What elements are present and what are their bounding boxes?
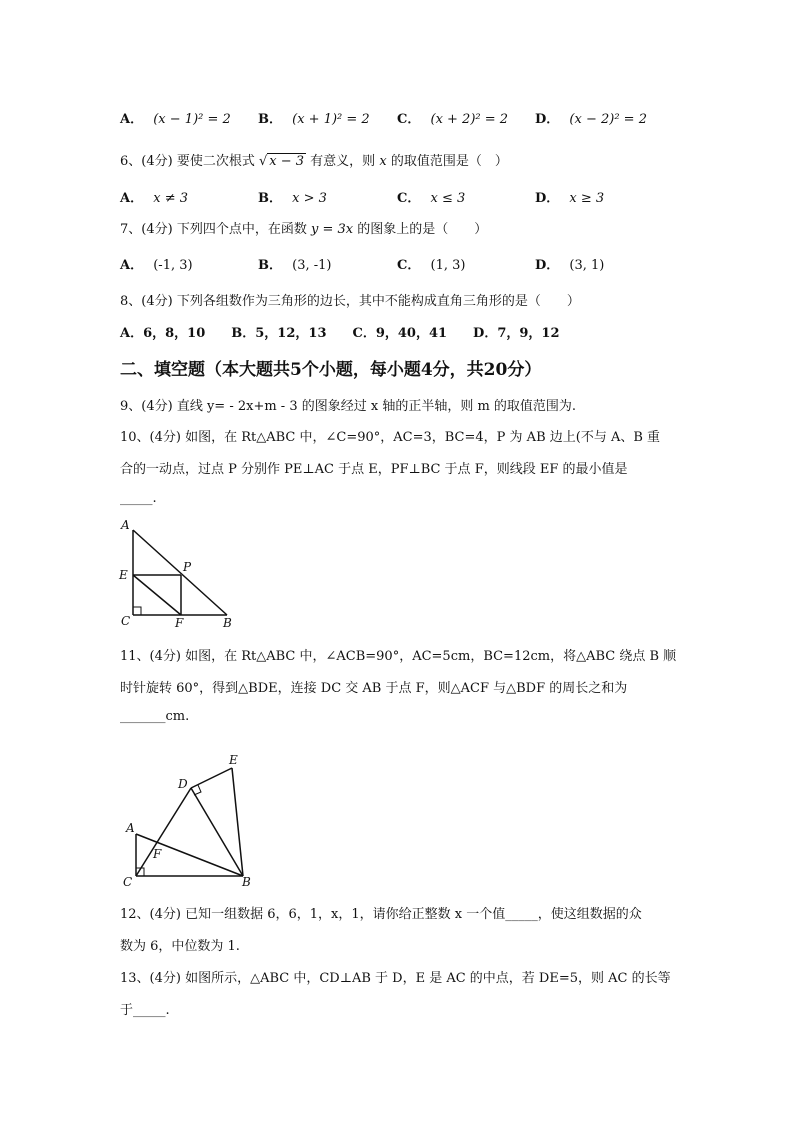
option-label: C． [397, 191, 421, 206]
label-f: F [175, 616, 184, 630]
q6-radicand: x − 3 [269, 154, 305, 169]
q10-line2: 合的一动点，过点 P 分别作 PE⊥AC 于点 E，PF⊥BC 于点 F，则线段 EF 的最小值是 [120, 462, 628, 477]
option-expr: (x − 1)² = 2 [153, 112, 231, 127]
q6-prefix: 6、(4分) 要使二次根式 [120, 154, 255, 169]
q10-figure [115, 515, 245, 630]
q7-option-a [120, 254, 193, 273]
q13-line1: 13、(4分) 如图所示，△ABC 中，CD⊥AB 于 D，E 是 AC 的中点，若 DE=5，则 AC 的长等 [120, 971, 671, 986]
option-expr: (1, 3) [430, 258, 466, 273]
q9-stem: 9、(4分) 直线 y= - 2x+m - 3 的图象经过 x 轴的正半轴，则 m 的取值范围为. [120, 399, 577, 414]
section-title: 二、填空题（本大题共5个小题，每小题4分，共20分） [120, 360, 542, 380]
option-expr: (3, -1) [292, 258, 332, 273]
option-label: A． [120, 112, 144, 127]
label-a: A [121, 518, 130, 532]
q5-option-b [258, 108, 370, 127]
q8-options: A．6，8，10 B．5，12，13 C．9，40，41 D．7，9，12 [120, 326, 560, 341]
q13-line2: 于_____. [120, 1003, 170, 1018]
q6-var: x [379, 154, 387, 169]
option-label: C． [397, 112, 421, 127]
option-label: C． [397, 258, 421, 273]
q7-option-b [258, 254, 331, 273]
option-expr: (3, 1) [569, 258, 605, 273]
option-label: B． [258, 191, 282, 206]
option-label: D． [535, 112, 560, 127]
label-c: C [121, 614, 131, 628]
q6-option-a [120, 187, 188, 206]
q7-option-d [535, 254, 604, 273]
q6-option-c [397, 187, 465, 206]
option-expr: x ≤ 3 [430, 191, 466, 206]
segment-de [191, 768, 232, 788]
q5-option-a [120, 108, 231, 127]
q6-suffix2: 的取值范围是（ ） [390, 154, 508, 169]
q8-stem: 8、(4分) 下列各组数作为三角形的边长，其中不能构成直角三角形的是（ ） [120, 294, 580, 309]
q11-figure [115, 750, 265, 890]
option-expr: (x + 2)² = 2 [430, 112, 509, 127]
q7-option-c [397, 254, 465, 273]
label-d: D [178, 777, 188, 791]
label-c: C [123, 875, 133, 889]
q11-line3: _______cm. [120, 709, 190, 724]
option-label: D． [535, 258, 560, 273]
q6-option-b [258, 187, 327, 206]
q12-line2: 数为 6，中位数为 1. [120, 939, 240, 954]
q5-option-d [535, 108, 647, 127]
q11-line1: 11、(4分) 如图，在 Rt△ABC 中，∠ACB=90°，AC=5cm，BC=12cm，将△ABC 绕点 B 顺 [120, 649, 677, 664]
label-e: E [119, 568, 128, 582]
label-b: B [223, 616, 232, 630]
q5-option-c [397, 108, 508, 127]
option-label: D． [535, 191, 560, 206]
option-label: B． [258, 258, 282, 273]
label-p: P [183, 560, 192, 574]
q12-line1: 12、(4分) 已知一组数据 6，6，1，x，1，请你给正整数 x 一个值_____，使这组数据的众 [120, 907, 642, 922]
option-label: A． [120, 191, 144, 206]
label-e: E [229, 753, 238, 767]
q7-prefix: 7、(4分) 下列四个点中，在函数 [120, 222, 307, 237]
label-b: B [242, 875, 251, 889]
option-expr: x ≠ 3 [153, 191, 188, 206]
option-expr: (-1, 3) [153, 258, 193, 273]
q7-suffix: 的图象上的是（ ） [357, 222, 488, 237]
q10-line1: 10、(4分) 如图，在 Rt△ABC 中，∠C=90°，AC=3，BC=4，P 为 AB 边上(不与 A、B 重 [120, 430, 661, 445]
q10-line3: _____. [120, 491, 157, 506]
option-label: A． [120, 258, 144, 273]
q6-stem [120, 150, 508, 169]
segment-cd [136, 788, 191, 876]
segment-ef [133, 575, 181, 615]
q7-stem [120, 218, 487, 237]
label-f: F [153, 847, 162, 861]
q6-option-d [535, 187, 604, 206]
option-expr: x ≥ 3 [569, 191, 605, 206]
q6-suffix: 有意义，则 [310, 154, 376, 169]
label-a: A [126, 821, 135, 835]
option-label: B． [258, 112, 282, 127]
right-angle-mark [133, 607, 141, 615]
q7-func: y = 3x [310, 222, 354, 237]
segment-ab [133, 530, 227, 615]
option-expr: (x − 2)² = 2 [569, 112, 647, 127]
q11-line2: 时针旋转 60°，得到△BDE，连接 DC 交 AB 于点 F，则△ACF 与△BDF 的周长之和为 [120, 681, 628, 696]
option-expr: (x + 1)² = 2 [292, 112, 370, 127]
option-expr: x > 3 [292, 191, 327, 206]
sqrt-symbol: √ [258, 154, 268, 169]
